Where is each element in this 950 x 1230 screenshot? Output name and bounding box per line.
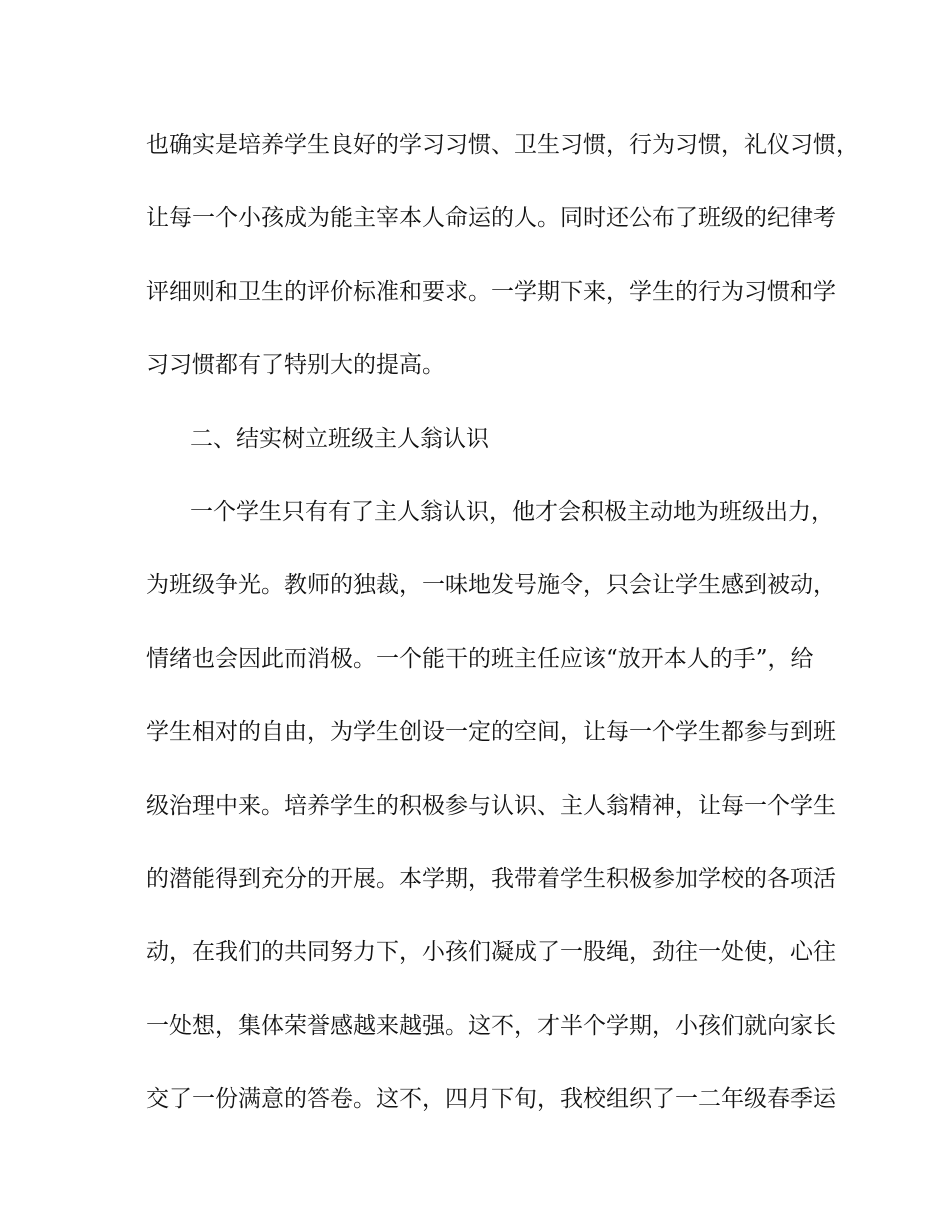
paragraph-first-line: 一个学生只有有了主人翁认识，他才会积极主动地为班级出力， [190, 498, 834, 525]
text-line: 评细则和卫生的评价标准和要求。一学期下来，学生的行为习惯和学 [146, 278, 836, 305]
text-line: 交了一份满意的答卷。这不，四月下旬，我校组织了一二年级春季运 [146, 1086, 836, 1113]
text-line: 动，在我们的共同努力下，小孩们凝成了一股绳，劲往一处使，心往 [146, 939, 836, 966]
text-line: 让每一个小孩成为能主宰本人命运的人。同时还公布了班级的纪律考 [146, 205, 836, 232]
text-line: 级治理中来。培养学生的积极参与认识、主人翁精神，让每一个学生 [146, 792, 836, 819]
section-heading: 二、结实树立班级主人翁认识 [190, 425, 489, 452]
text-line: 的潜能得到充分的开展。本学期，我带着学生积极参加学校的各项活 [146, 865, 836, 892]
text-line: 习习惯都有了特别大的提高。 [146, 352, 445, 379]
document-body [146, 122, 859, 1149]
text-line: 情绪也会因此而消极。一个能干的班主任应该“放开本人的手”，给 [146, 645, 814, 672]
text-line: 一处想，集体荣誉感越来越强。这不，才半个学期，小孩们就向家长 [146, 1012, 836, 1039]
text-line: 也确实是培养学生良好的学习习惯、卫生习惯，行为习惯，礼仪习惯， [146, 132, 859, 158]
text-line: 学生相对的自由，为学生创设一定的空间，让每一个学生都参与到班 [146, 719, 836, 746]
text-line: 为班级争光。教师的独裁，一味地发号施令，只会让学生感到被动， [146, 572, 836, 599]
